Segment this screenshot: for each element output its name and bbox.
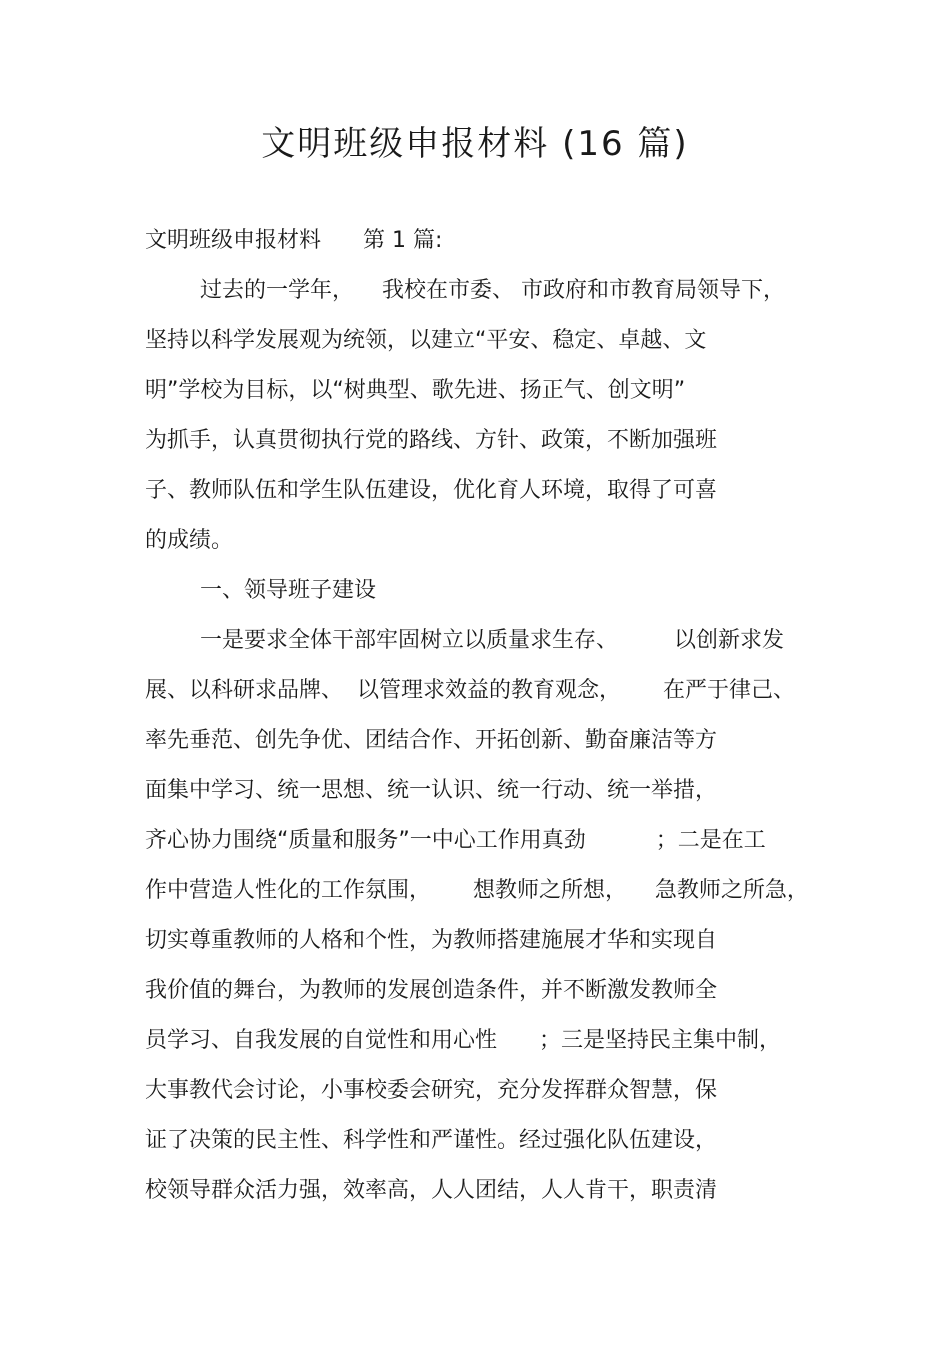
paragraph-line: 展、以科研求品牌、 以管理求效益的教育观念， 在严于律己、 xyxy=(145,678,795,703)
paragraph-line: 为抓手，认真贯彻执行党的路线、方针、政策，不断加强班 xyxy=(145,428,718,453)
paragraph-line: 员学习、自我发展的自觉性和用心性 ；三是坚持民主集中制， xyxy=(145,1028,781,1053)
paragraph-line: 我价值的舞台，为教师的发展创造条件，并不断激发教师全 xyxy=(145,978,718,1003)
paragraph-line: 切实尊重教师的人格和个性，为教师搭建施展才华和实现自 xyxy=(145,928,718,953)
document-title: 文明班级申报材料 (16 篇) xyxy=(261,124,689,164)
subsection-heading: 一、领导班子建设 xyxy=(200,578,377,603)
paragraph-line: 坚持以科学发展观为统领，以建立“平安、稳定、卓越、文 xyxy=(145,328,707,353)
paragraph-line: 校领导群众活力强，效率高，人人团结，人人肯干，职责清 xyxy=(145,1178,718,1203)
paragraph-line: 齐心协力围绕“质量和服务”一中心工作用真劲 ；二是在工 xyxy=(145,828,766,853)
paragraph-line: 的成绩。 xyxy=(145,528,234,553)
paragraph-line: 证了决策的民主性、科学性和严谨性。经过强化队伍建设， xyxy=(145,1128,718,1153)
paragraph-line: 过去的一学年， 我校在市委、 市政府和市教育局领导下， xyxy=(200,278,785,303)
paragraph-line: 一是要求全体干部牢固树立以质量求生存、 以创新求发 xyxy=(200,628,784,653)
paragraph-line: 大事教代会讨论，小事校委会研究，充分发挥群众智慧，保 xyxy=(145,1078,718,1103)
paragraph-line: 面集中学习、统一思想、统一认识、统一行动、统一举措， xyxy=(145,778,718,803)
section-heading: 文明班级申报材料 第 1 篇: xyxy=(145,228,443,253)
paragraph-line: 率先垂范、创先争优、团结合作、开拓创新、勤奋廉洁等方 xyxy=(145,728,718,753)
paragraph-line: 明”学校为目标，以“树典型、歌先进、扬正气、创文明” xyxy=(145,378,686,403)
paragraph-line: 作中营造人性化的工作氛围， 想教师之所想， 急教师之所急， xyxy=(145,878,809,903)
paragraph-line: 子、教师队伍和学生队伍建设，优化育人环境，取得了可喜 xyxy=(145,478,718,503)
